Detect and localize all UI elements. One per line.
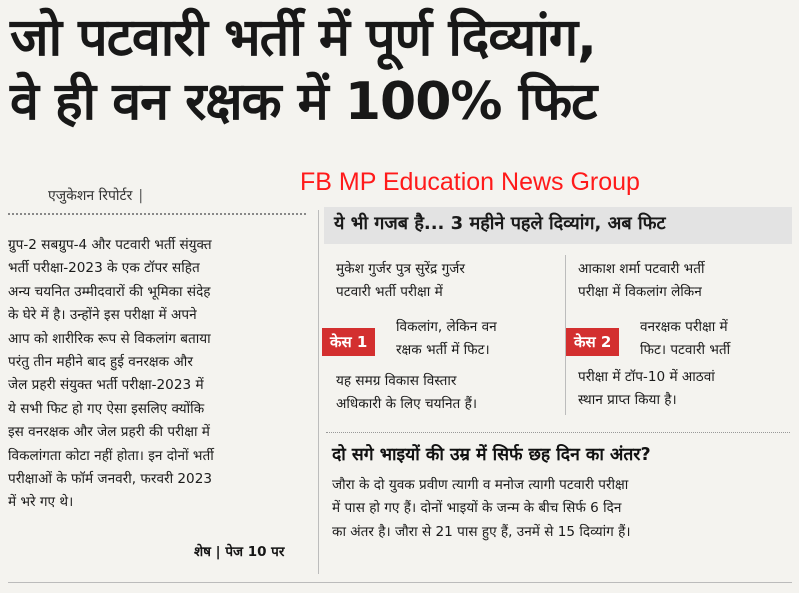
case1-line: मुकेश गुर्जर पुत्र सुरेंद्र गुर्जर	[336, 261, 465, 277]
article-line: ग्रुप-2 सबग्रुप-4 और पटवारी भर्ती संयुक्त	[8, 237, 212, 253]
headline-line-2: वे ही वन रक्षक में 100% फिट	[10, 72, 597, 132]
case2-top-text	[578, 258, 705, 304]
article-line: भर्ती परीक्षा-2023 के एक टॉपर सहित	[8, 260, 200, 277]
case2-bottom-text	[578, 366, 715, 412]
brothers-headline: दो सगे भाइयों की उम्र में सिर्फ छह दिन का अंतर?	[332, 445, 651, 465]
brothers-line: में पास हो गए हैं। दोनों भाइयों के जन्म के बीच सिर्फ 6 दिन	[332, 500, 622, 517]
article-line: के घेरे में है। उन्होंने इस परीक्षा में अपने	[8, 307, 197, 324]
case2-line: आकाश शर्मा पटवारी भर्ती	[578, 261, 705, 277]
case2-line: परीक्षा में टॉप-10 में आठवां	[578, 369, 715, 385]
article-line: विकलांगता कोटा नहीं होता। इन दोनों भर्ती	[8, 447, 214, 464]
case2-side-text	[640, 316, 730, 362]
article-line: में भरे गए थे।	[8, 494, 74, 511]
case1-badge: केस 1	[322, 328, 375, 356]
headline-line-1: जो पटवारी भर्ती में पूर्ण दिव्यांग,	[10, 8, 596, 68]
brothers-line: का अंतर है। जौरा से 21 पास हुए हैं, उनमें से 15 दिव्यांग हैं।	[332, 523, 631, 540]
brothers-body	[332, 474, 790, 544]
case2-line: फिट। पटवारी भर्ती	[640, 342, 731, 358]
article-line: इस वनरक्षक और जेल प्रहरी की परीक्षा में	[8, 424, 210, 441]
case1-bottom-text	[336, 370, 477, 416]
case1-top-text	[336, 258, 465, 304]
box-title: ये भी गजब है... 3 महीने पहले दिव्यांग, अब फिट	[334, 213, 666, 234]
case1-line: अधिकारी के लिए चयनित हैं।	[336, 396, 477, 412]
case2-line: स्थान प्राप्त किया है।	[578, 392, 677, 408]
case1-line: रक्षक भर्ती में फिट।	[396, 342, 490, 358]
watermark-text: FB MP Education News Group	[300, 168, 640, 196]
case1-line: यह समग्र विकास विस्तार	[336, 373, 457, 389]
case1-line: पटवारी भर्ती परीक्षा में	[336, 284, 443, 300]
byline	[48, 186, 143, 205]
case2-line: वनरक्षक परीक्षा में	[640, 319, 728, 335]
continued-reference: शेष | पेज 10 पर	[194, 544, 285, 560]
article-line: परंतु तीन महीने बाद हुई वनरक्षक और	[8, 354, 193, 371]
case1-line: विकलांग, लेकिन वन	[396, 319, 497, 335]
article-line: अन्य चयनित उम्मीदवारों की भूमिका संदेह	[8, 283, 211, 300]
section-rule	[326, 432, 790, 433]
article-line: ये सभी फिट हो गए ऐसा इसलिए क्योंकि	[8, 400, 205, 417]
article-line: जेल प्रहरी संयुक्त भर्ती परीक्षा-2023 में	[8, 377, 204, 394]
case1-side-text	[396, 316, 497, 362]
brothers-line: जौरा के दो युवक प्रवीण त्यागी व मनोज त्यागी पटवारी परीक्षा	[332, 477, 629, 493]
case2-line: परीक्षा में विकलांग लेकिन	[578, 284, 702, 300]
case2-badge: केस 2	[566, 328, 619, 356]
headline	[10, 6, 795, 134]
reporter-name: एजुकेशन रिपोर्टर	[48, 188, 133, 204]
bottom-rule	[8, 582, 792, 583]
column-top-rule	[8, 213, 306, 215]
byline-separator: |	[138, 188, 144, 204]
article-line: परीक्षाओं के फॉर्म जनवरी, फरवरी 2023	[8, 471, 213, 488]
main-article-body	[8, 234, 304, 515]
article-line: आप को शारीरिक रूप से विकलांग बताया	[8, 330, 211, 347]
column-divider	[318, 210, 319, 574]
